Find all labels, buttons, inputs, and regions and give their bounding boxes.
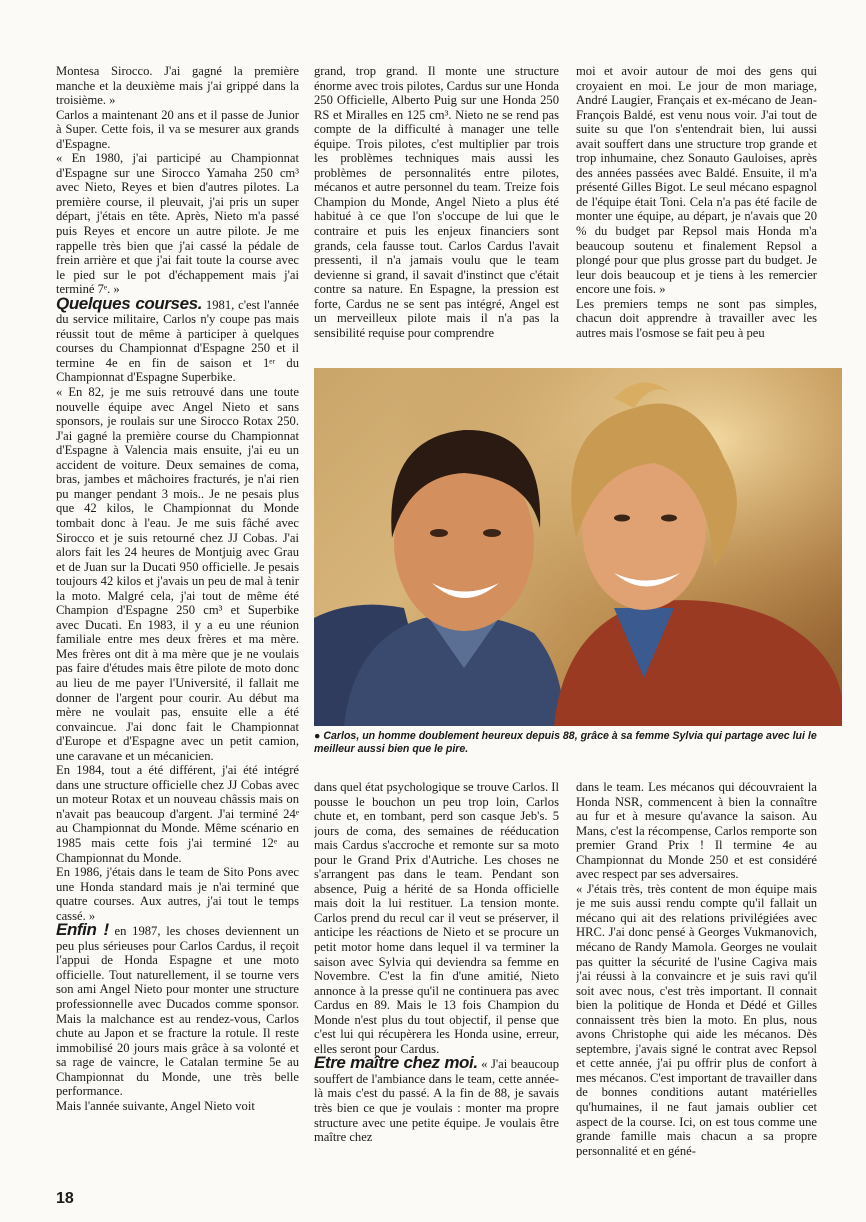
article-column-2-top xyxy=(314,64,559,366)
paragraph: « J'étais très, très content de mon équipe mais je me suis aussi rendu compte qu'il fallait un mécano qui ait des relations privilégiées avec HRC. J'ai donc pensé à Georges Vukmanovich, mécano de Randy Mamola. Georges ne voulait pas quitter la sécurité de l'usine Cagiva mais j'ai réussi à la convaincre et je suis ravi qu'il soit avec nous, c'est très important. Il connait bien la politique de Honda et Dédé et Gilles connaissent très bien la moto. En plus, nous avons Christophe qui aide les mécanos. Dès septembre, j'avais signé le contrat avec Repsol et cette année, j'ai pu offrir plus de confort à mes mécanos. C'est important de travailler dans de bonnes conditions autant matérielles qu'humaines, il ne faut jamais oublier cet aspect de la course. Ici, on est tous comme une grande famille mais chacun a sa propre personnalité et en géné- xyxy=(576,881,817,1158)
paragraph: Carlos a maintenant 20 ans et il passe de Junior à Super. Cette fois, il va se mesurer aux grands d'Espagne. xyxy=(56,107,299,151)
article-column-1 xyxy=(56,64,299,1204)
paragraph: En 1986, j'étais dans le team de Sito Pons avec une Honda standard mais je n'ai terminé que quatre courses. Aux autres, j'ai tout le temps cassé. » xyxy=(56,865,299,923)
photo-caption: ● Carlos, un homme doublement heureux depuis 88, grâce à sa femme Sylvia qui partage avec lui le meilleur aussi bien que le pire. xyxy=(314,730,817,755)
page-number: 18 xyxy=(56,1190,74,1207)
paragraph: Montesa Sirocco. J'ai gagné la première manche et la deuxième mais j'ai grippé dans la troisième. » xyxy=(56,64,299,108)
paragraph: Mais l'année suivante, Angel Nieto voit xyxy=(56,1098,255,1113)
paragraph xyxy=(56,293,299,385)
couple-photo xyxy=(314,368,842,726)
article-column-3-bottom xyxy=(576,780,817,1200)
paragraph xyxy=(314,1053,559,1145)
paragraph-text: 1981, c'est l'année du service militaire, Carlos n'y coupe pas mais réussit tout de même à participer à quelques courses du Championnat d'Espagne 250 et il termine 4e en fin de saison et 1ᵉʳ du Championnat d'Espagne Superbike. xyxy=(56,297,299,385)
paragraph: Les premiers temps ne sont pas simples, chacun doit apprendre à travailler avec les autres mais l'osmose se fait peu à peu xyxy=(576,296,817,340)
section-heading: Quelques courses. xyxy=(56,293,203,313)
couple-photo-illustration xyxy=(314,368,842,726)
paragraph-text: « J'ai beaucoup souffert de l'ambiance dans le team, cette année-là mais c'est du passé. A la fin de 88, je savais très bien ce que je voulais : monter ma propre structure avec une petite équipe. Je voulais être maître chez xyxy=(314,1057,559,1145)
paragraph: « En 82, je me suis retrouvé dans une toute nouvelle équipe avec Angel Nieto et sans sponsors, je roulais sur une Sirocco Rotax 250. J'ai gagné la première course du Championnat d'Espagne à Valencia mais ensuite, j'ai eu un accident de voiture. Deux semaines de coma, bras, jambes et mâchoires fracturés, je n'ai rien pu manger pendant 3 mois.. Je ne pesais plus que 42 kilos, le Championnat du Monde tombait donc à l'eau. Je me suis fâché avec Sirocco et je suis retourné chez JJ Cobas. J'ai alors fait les 24 heures de Montjuig avec Grau et de Juan sur la Ducati 950 officielle. Je pesais toujours 42 kilos et j'avais un peu de mal à tenir la moto. Malgré cela, j'ai tout de même été Champion d'Espagne 250 cm³ et Superbike avec Ducati. En 1983, il y a eu une réunion familiale entre mes deux frères et ma mère. Mes frères ont dit à ma mère que je ne voulais pas faire d'études mais être pilote de moto donc au lieu de me payer l'Université, il fallait me donner de l'argent pour courir. Au début ma mère ne voulait pas, ensuite elle a été convaincue. J'ai donc fait le Championnat d'Europe et d'Espagne avec un petit camion, une caravane et un mécanicien. xyxy=(56,385,299,763)
article-column-2-bottom xyxy=(314,780,559,1200)
paragraph: grand, trop grand. Il monte une structure énorme avec trois pilotes, Cardus sur une Honda 250 Officielle, Alberto Puig sur une Honda 250 RS et Miralles en 125 cm³. Nieto ne se rend pas compte de la difficulté à manager une telle équipe. Trois pilotes, c'est multiplier par trois les problèmes techniques mais aussi les problèmes de personnalités entre pilotes, mécanos et autre personnel du team. Treize fois Champion du Monde, Angel Nieto a plus été habitué à ce que l'on s'occupe de lui que le contraire et puis les enjeux financiers sont grands, cela fausse tout. Carlos Cardus l'avait pressenti, il n'a jamais voulu que le team devienne si grand, il savait d'instinct que c'était contre sa nature. En Espagne, la pression est forte, Cardus ne se sent pas intégré, Angel est un merveilleux pilote mais il n'a pas la sensibilité requise pour comprendre xyxy=(314,64,559,340)
section-heading: Etre maître chez moi. xyxy=(314,1053,478,1073)
paragraph: moi et avoir autour de moi des gens qui croyaient en moi. Le jour de mon mariage, André Laugier, Français et ex-mécano de Jean-François Baldé, est venu nous voir. J'ai tout de suite su que l'on s'entendrait bien, lui aussi avait souffert dans une structure trop grande et trop inhumaine, chez Sonauto Gauloises, après des années passées avec Baldé. Ensuite, il m'a présenté Gilles Bigot. Le seul mécano espagnol de l'équipe était Toni. Cela n'a pas été facile de monter une équipe, au départ, je n'avais que 20 % du budget par Repsol mais Honda m'a beaucoup soutenu et finalement Repsol a plongé pour que plus grosse part du budget. Je leur dois beaucoup et je tiens à les remercier encore une fois. » xyxy=(576,64,817,297)
paragraph-text: en 1987, les choses deviennent un peu plus sérieuses pour Carlos Cardus, il reçoit l'appui de Honda Espagne et une moto officielle. Tout naturellement, il se tourne vers son ami Angel Nieto pour monter une structure professionnelle avec Ducados comme sponsor. Mais la malchance est au rendez-vous, Carlos chute au Japon et se fracture la rotule. Il reste immobilisé 20 jours mais grâce à sa volonté et sa rage de vaincre, le Catalan termine 5e au Championnat du Monde, une très belle performance. xyxy=(56,924,299,1099)
paragraph: « En 1980, j'ai participé au Championnat d'Espagne sur une Sirocco Yamaha 250 cm³ avec Nieto, Reyes et bien d'autres pilotes. La première course, il pleuvait, j'ai pris un super départ, j'étais en tête. Après, Nieto m'a passé puis Reyes et encore un autre pilote. Je me rappelle très bien que j'ai cassé la pédale de frein arrière et que j'ai fait toute la course avec le pied sur le pot d'échappement mais j'ai terminé 7ᵉ. » xyxy=(56,151,299,297)
section-heading: Enfin ! xyxy=(56,920,109,940)
paragraph xyxy=(56,920,299,1099)
paragraph: dans le team. Les mécanos qui découvraient la Honda NSR, commencent à bien la connaître au fur et à mesure qu'avance la saison. Au Mans, c'est la récompense, Carlos remporte son premier Grand Prix ! Il termine 4e au Championnat du Monde 250 et est considéré avec respect par ses adversaires. xyxy=(576,780,817,882)
paragraph: dans quel état psychologique se trouve Carlos. Il pousse le bouchon un peu trop loin, Carlos chute et, en tombant, perd son casque Jeb's. 5 jours de coma, des semaines de rééducation mais Cardus s'accroche et remonte sur sa moto pour le Grand Prix d'Autriche. Les choses ne s'arrangent pas dans le team. Pendant son absence, Puig a hérité de sa Honda officielle mais doit la lui restituer. La tension monte. Carlos prend du recul car il veut se préserver, il anticipe les réactions de Nieto et se procure un petit motor home dans lequel il va terminer la saison avec Sylvia qui deviendra sa femme en Novembre. C'est la fin d'une amitié, Nieto annonce à la presse qu'il ne continuera pas avec Cardus en 89. Mais le 13 fois Champion du Monde n'est plus du tout objectif, il pense que c'est lui qui récupèrera les Honda usine, erreur, elles seront pour Cardus. xyxy=(314,780,559,1056)
paragraph: En 1984, tout a été différent, j'ai été intégré dans une structure officielle chez JJ Cobas avec un moteur Rotax et un nouveau châssis mais on n'avait pas beaucoup d'argent. J'ai terminé 24ᵉ au Championnat du Monde. Même scénario en 1985 mais cette fois j'ai terminé 12ᵉ au Championnat du Monde. xyxy=(56,763,299,865)
article-column-3-top xyxy=(576,64,817,366)
